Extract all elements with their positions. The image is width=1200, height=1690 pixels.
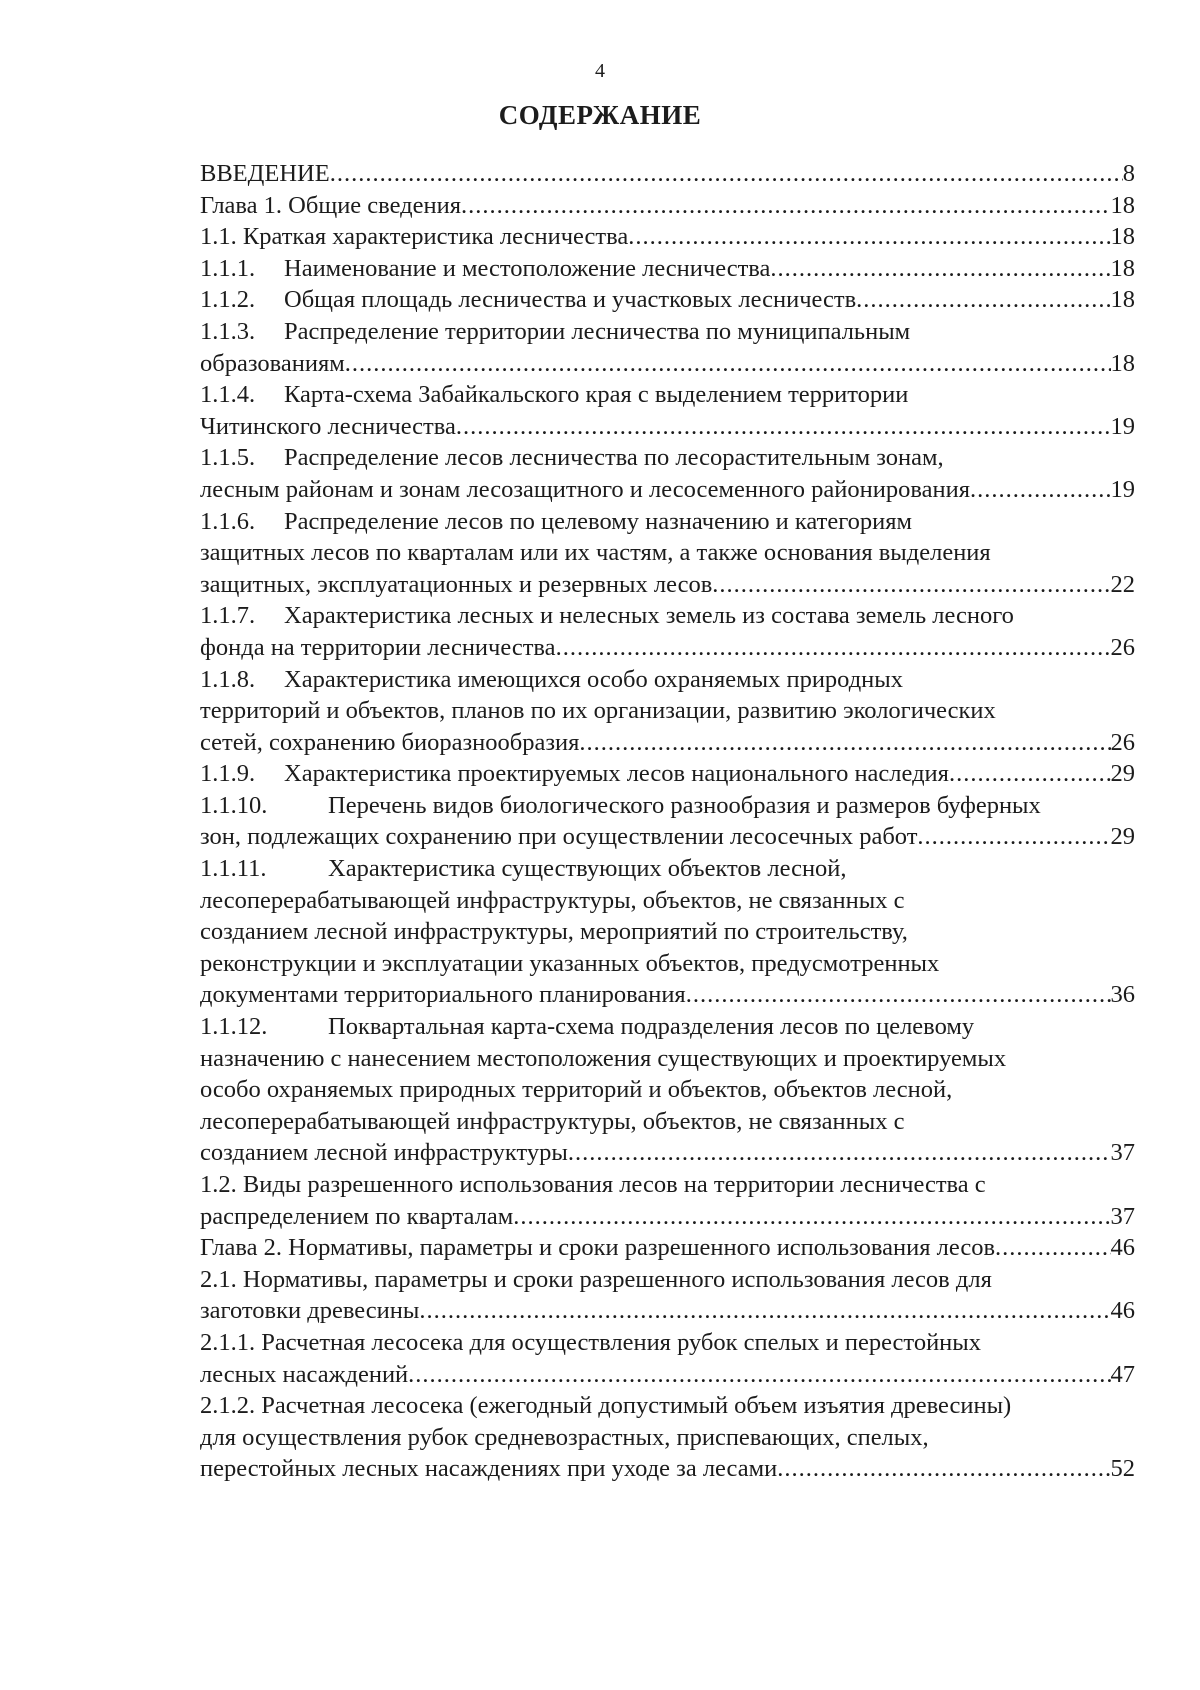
toc-entry-line	[200, 411, 1135, 443]
toc-entry-text: сетей, сохранению биоразнообразия	[200, 728, 580, 756]
toc-dot-leader	[777, 1453, 1110, 1485]
toc-entry-line	[200, 316, 1135, 348]
toc-entry[interactable]	[200, 284, 1135, 316]
toc-dot-leader	[408, 1359, 1110, 1391]
toc-entry-line	[200, 253, 1135, 285]
toc-entry-line	[200, 348, 1135, 380]
toc-entry-number: 1.1.7.	[200, 602, 256, 630]
toc-entry[interactable]	[200, 506, 1135, 601]
toc-entry-line	[200, 474, 1135, 506]
toc-entry-text: заготовки древесины	[200, 1297, 420, 1325]
toc-entry-text: лесных насаждений	[200, 1360, 409, 1388]
toc-dot-leader	[568, 1137, 1111, 1169]
toc-page-number: 22	[1110, 570, 1135, 598]
toc-entry[interactable]	[200, 664, 1135, 759]
toc-entry-text: ВВЕДЕНИЕ	[200, 160, 330, 187]
toc-dot-leader	[712, 569, 1110, 601]
toc-entry[interactable]	[200, 253, 1135, 285]
toc-entry-text: Характеристика имеющихся особо охраняемых природных	[284, 665, 904, 693]
toc-entry[interactable]	[200, 221, 1135, 253]
toc-entry-text: защитных лесов по кварталам или их частям, а также основания выделения	[200, 539, 991, 567]
toc-page-number: 18	[1110, 223, 1135, 251]
toc-entry[interactable]	[200, 1390, 1135, 1485]
toc-page-number: 29	[1110, 760, 1135, 788]
toc-dot-leader	[556, 632, 1111, 664]
toc-entry-line	[200, 916, 1135, 948]
toc-entry[interactable]	[200, 1327, 1135, 1390]
toc-entry-text: реконструкции и эксплуатации указанных объектов, предусмотренных	[200, 949, 940, 977]
table-of-contents	[200, 158, 1135, 1485]
toc-entry[interactable]	[200, 190, 1135, 222]
toc-page-number: 37	[1110, 1202, 1135, 1230]
toc-entry-number: 1.1.12.	[200, 1013, 268, 1041]
toc-entry-text: 1.1. Краткая характеристика лесничества	[200, 223, 629, 251]
toc-dot-leader	[995, 1232, 1110, 1264]
toc-entry-line	[200, 1359, 1135, 1391]
toc-entry-text: созданием лесной инфраструктуры, мероприятий по строительству,	[200, 918, 908, 946]
toc-entry[interactable]	[200, 853, 1135, 1011]
toc-entry-line	[200, 1295, 1135, 1327]
toc-entry-line	[200, 1390, 1135, 1422]
toc-entry-line	[200, 1232, 1135, 1264]
toc-page-number: 18	[1110, 254, 1135, 282]
toc-entry-number: 1.1.10.	[200, 791, 268, 819]
toc-entry-text: фонда на территории лесничества	[200, 633, 556, 661]
toc-dot-leader	[461, 190, 1111, 222]
toc-dot-leader	[330, 158, 1123, 190]
toc-page-number: 19	[1110, 412, 1135, 440]
toc-entry-number: 1.1.9.	[200, 760, 256, 788]
toc-entry-line	[200, 284, 1135, 316]
toc-entry-text: созданием лесной инфраструктуры	[200, 1139, 568, 1167]
toc-page-number: 26	[1110, 633, 1135, 661]
toc-entry-line	[200, 853, 1135, 885]
page-number: 4	[595, 60, 605, 82]
toc-entry-line	[200, 442, 1135, 474]
toc-entry-number: 1.1.4.	[200, 381, 256, 409]
toc-entry-text: особо охраняемых природных территорий и объектов, объектов лесной,	[200, 1076, 953, 1104]
toc-entry-line	[200, 537, 1135, 569]
toc-entry-text: лесоперерабатывающей инфраструктуры, объектов, не связанных с	[200, 886, 905, 914]
toc-entry-line	[200, 158, 1135, 190]
page-title: СОДЕРЖАНИЕ	[498, 100, 702, 130]
toc-entry-text: 2.1.1. Расчетная лесосека для осуществления рубок спелых и перестойных	[200, 1328, 981, 1356]
toc-dot-leader	[513, 1201, 1110, 1233]
toc-entry-text: Распределение лесов по целевому назначению и категориям	[284, 507, 913, 535]
toc-page-number: 47	[1110, 1360, 1135, 1388]
toc-entry-text: Глава 1. Общие сведения	[200, 191, 461, 219]
toc-entry[interactable]	[200, 600, 1135, 663]
toc-entry-text: территорий и объектов, планов по их организации, развитию экологических	[200, 697, 996, 725]
toc-page-number: 18	[1110, 191, 1135, 219]
toc-entry-number: 1.1.3.	[200, 317, 256, 345]
toc-page-number: 18	[1110, 286, 1135, 314]
toc-entry-text: Характеристика существующих объектов лесной,	[328, 855, 847, 883]
toc-dot-leader	[856, 284, 1110, 316]
toc-page-number: 46	[1110, 1297, 1135, 1325]
toc-dot-leader	[686, 979, 1111, 1011]
toc-entry-line	[200, 1137, 1135, 1169]
toc-entry-line	[200, 1106, 1135, 1138]
toc-dot-leader	[917, 821, 1110, 853]
toc-entry[interactable]	[200, 442, 1135, 505]
toc-entry-text: Карта-схема Забайкальского края с выделением территории	[284, 381, 909, 409]
toc-page-number: 29	[1110, 823, 1135, 851]
toc-entry-line	[200, 979, 1135, 1011]
toc-entry-line	[200, 695, 1135, 727]
toc-entry-line	[200, 506, 1135, 538]
toc-entry-line	[200, 1169, 1135, 1201]
toc-entry-text: документами территориального планирования	[200, 981, 686, 1009]
toc-entry-line	[200, 1201, 1135, 1233]
toc-entry-line	[200, 1422, 1135, 1454]
toc-page-number: 26	[1110, 728, 1135, 756]
toc-entry[interactable]	[200, 1264, 1135, 1327]
toc-entry[interactable]	[200, 758, 1135, 790]
toc-entry-text: 1.2. Виды разрешенного использования лесов на территории лесничества с	[200, 1171, 986, 1198]
toc-entry-number: 1.1.2.	[200, 286, 256, 314]
toc-entry-number: 1.1.5.	[200, 444, 256, 472]
toc-entry-text: Наименование и местоположение лесничества	[284, 254, 771, 282]
toc-entry-text: 2.1.2. Расчетная лесосека (ежегодный допустимый объем изъятия древесины)	[200, 1392, 1012, 1420]
toc-entry[interactable]	[200, 1169, 1135, 1232]
toc-entry-text: Общая площадь лесничества и участковых лесничеств	[284, 286, 857, 314]
toc-entry-text: Характеристика проектируемых лесов национального наследия	[284, 760, 949, 788]
toc-entry-text: Читинского лесничества	[200, 412, 456, 440]
toc-entry-text: Перечень видов биологического разнообразия и размеров буферных	[328, 791, 1041, 819]
toc-entry-text: Поквартальная карта-схема подразделения лесов по целевому	[328, 1013, 975, 1041]
toc-page-number: 52	[1110, 1455, 1135, 1483]
toc-entry-line	[200, 600, 1135, 632]
toc-entry-number: 1.1.1.	[200, 254, 256, 282]
toc-entry-line	[200, 821, 1135, 853]
toc-entry-text: перестойных лесных насаждениях при уходе за лесами	[200, 1455, 778, 1483]
toc-page-number: 46	[1110, 1234, 1135, 1262]
toc-entry-line	[200, 632, 1135, 664]
toc-entry-line	[200, 190, 1135, 222]
toc-entry-text: Распределение лесов лесничества по лесорастительным зонам,	[284, 444, 944, 472]
toc-entry-line	[200, 758, 1135, 790]
toc-entry[interactable]	[200, 379, 1135, 442]
toc-page-number: 19	[1110, 475, 1135, 503]
toc-dot-leader	[770, 253, 1110, 285]
toc-entry-text: распределением по кварталам	[200, 1202, 514, 1230]
toc-entry-line	[200, 1043, 1135, 1075]
toc-dot-leader	[579, 727, 1110, 759]
toc-entry-text: зон, подлежащих сохранению при осуществлении лесосечных работ	[200, 823, 918, 851]
toc-entry-line	[200, 1074, 1135, 1106]
toc-entry[interactable]	[200, 1011, 1135, 1169]
toc-page-number: 18	[1110, 349, 1135, 377]
toc-entry-text: назначению с нанесением местоположения существующих и проектируемых	[200, 1044, 1007, 1072]
toc-entry-line	[200, 885, 1135, 917]
toc-entry-text: лесоперерабатывающей инфраструктуры, объектов, не связанных с	[200, 1107, 905, 1135]
toc-entry-line	[200, 1453, 1135, 1485]
toc-entry-line	[200, 664, 1135, 696]
toc-dot-leader	[419, 1295, 1110, 1327]
toc-entry-text: Характеристика лесных и нелесных земель из состава земель лесного	[284, 602, 1014, 630]
toc-page-number: 8	[1122, 160, 1135, 187]
toc-entry-line	[200, 569, 1135, 601]
toc-dot-leader	[970, 474, 1111, 506]
toc-entry-line	[200, 1011, 1135, 1043]
toc-entry-line	[200, 379, 1135, 411]
toc-entry-line	[200, 1327, 1135, 1359]
toc-entry-line	[200, 1264, 1135, 1296]
toc-entry[interactable]	[200, 316, 1135, 379]
toc-entry-text: для осуществления рубок средневозрастных, приспевающих, спелых,	[200, 1423, 929, 1451]
toc-dot-leader	[628, 221, 1110, 253]
toc-page-number: 36	[1110, 981, 1135, 1009]
toc-entry-number: 1.1.11.	[200, 855, 267, 883]
toc-entry-line	[200, 948, 1135, 980]
toc-entry-text: 2.1. Нормативы, параметры и сроки разрешенного использования лесов для	[200, 1265, 992, 1293]
toc-entry-number: 1.1.6.	[200, 507, 256, 535]
toc-entry[interactable]	[200, 1232, 1135, 1264]
toc-entry-number: 1.1.8.	[200, 665, 256, 693]
toc-dot-leader	[949, 758, 1111, 790]
toc-entry[interactable]	[200, 790, 1135, 853]
toc-entry-text: Глава 2. Нормативы, параметры и сроки разрешенного использования лесов	[200, 1234, 996, 1262]
toc-entry-line	[200, 221, 1135, 253]
toc-entry-text: лесным районам и зонам лесозащитного и лесосеменного районирования	[200, 475, 970, 503]
toc-entry[interactable]	[200, 158, 1135, 190]
toc-page-number: 37	[1110, 1139, 1135, 1167]
toc-entry-line	[200, 727, 1135, 759]
toc-entry-text: защитных, эксплуатационных и резервных лесов	[200, 570, 713, 598]
toc-entry-line	[200, 790, 1135, 822]
toc-dot-leader	[345, 348, 1111, 380]
toc-entry-text: образованиям	[200, 349, 345, 377]
toc-entry-text: Распределение территории лесничества по муниципальным	[284, 317, 911, 345]
toc-dot-leader	[456, 411, 1111, 443]
